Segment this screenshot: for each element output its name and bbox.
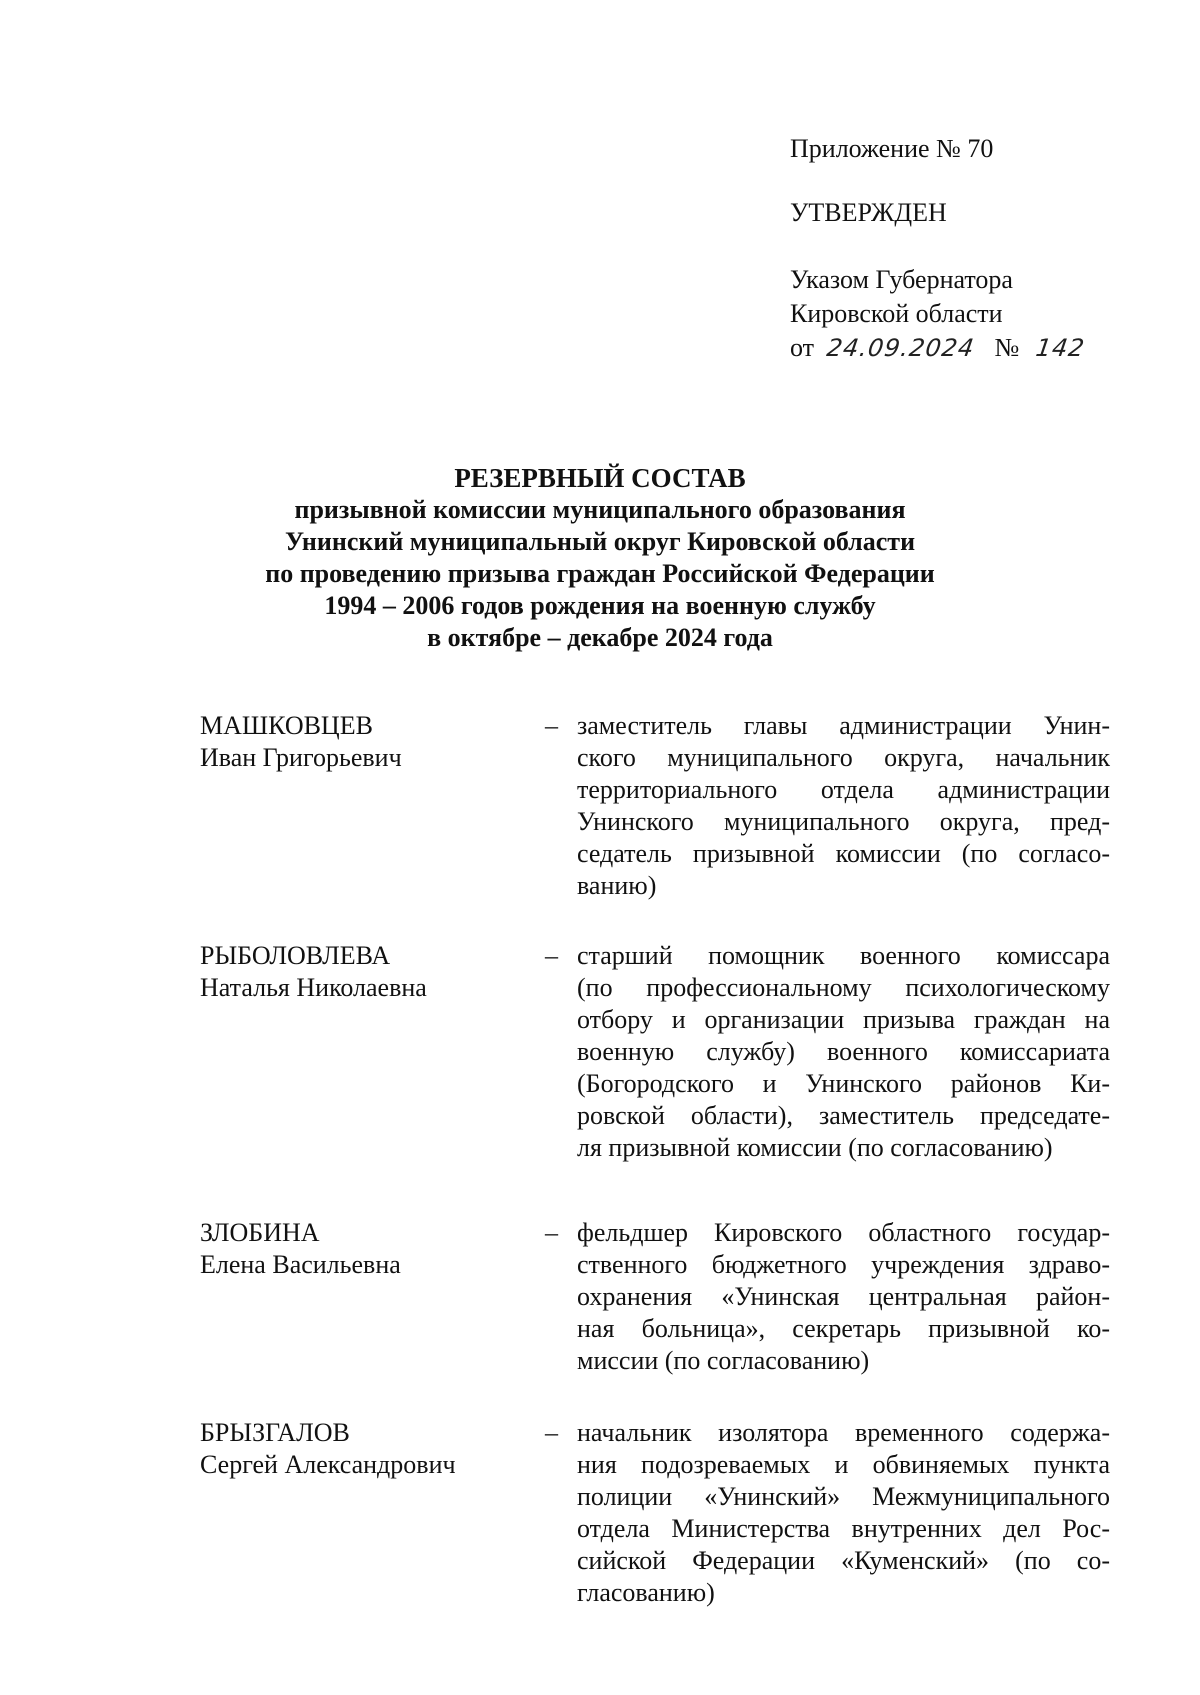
number-label: №: [994, 333, 1020, 362]
title-line-1: призывной комиссии муниципального образования: [294, 495, 906, 524]
member-name: [200, 1217, 545, 1377]
role-line: охранения «Унинская центральная район-: [577, 1282, 1110, 1311]
role-line: заместитель главы администрации Унин-: [577, 711, 1110, 740]
role-line: начальник изолятора временного содержа-: [577, 1418, 1110, 1447]
title-main: РЕЗЕРВНЫЙ СОСТАВ: [454, 463, 746, 493]
member-name: [200, 1417, 545, 1609]
role-line: ванию): [577, 871, 657, 900]
decree-line-2: Кировской области: [790, 299, 1003, 328]
member-role: [577, 940, 1110, 1164]
role-line: отдела Министерства внутренних дел Рос-: [577, 1514, 1110, 1543]
dash-separator: –: [545, 1218, 558, 1247]
role-line: ния подозреваемых и обвиняемых пункта: [577, 1450, 1110, 1479]
role-line: (Богородского и Унинского районов Ки-: [577, 1069, 1110, 1098]
appendix-number: Приложение № 70: [790, 134, 994, 163]
member-role: [577, 1417, 1110, 1609]
dash-separator: –: [545, 1418, 558, 1447]
member-given-names: Сергей Александрович: [200, 1450, 456, 1479]
role-line: ского муниципального округа, начальник: [577, 743, 1110, 772]
decree-reference: [790, 263, 1170, 365]
role-line: гласованию): [577, 1578, 715, 1607]
title-line-2: Унинский муниципальный округ Кировской области: [284, 527, 916, 556]
role-line: полиции «Унинский» Межмуниципального: [577, 1482, 1110, 1511]
role-line: (по профессиональному психологическому: [577, 973, 1110, 1002]
title-line-4: 1994 – 2006 годов рождения на военную службу: [324, 591, 876, 620]
role-line: миссии (по согласованию): [577, 1346, 870, 1375]
member-surname: МАШКОВЦЕВ: [200, 711, 373, 740]
approval-block: [790, 132, 1170, 365]
role-line: седатель призывной комиссии (по согласо-: [577, 839, 1110, 868]
role-line: ственного бюджетного учреждения здраво-: [577, 1250, 1110, 1279]
member-name: [200, 710, 545, 902]
role-line: ля призывной комиссии (по согласованию): [577, 1133, 1053, 1162]
title-line-3: по проведению призыва граждан Российской Федерации: [265, 559, 935, 588]
decree-line-1: Указом Губернатора: [790, 265, 1013, 294]
role-line: старший помощник военного комиссара: [577, 941, 1110, 970]
role-line: сийской Федерации «Куменский» (по со-: [577, 1546, 1110, 1575]
role-line: ровской области), заместитель председате-: [577, 1101, 1110, 1130]
document-title: [180, 462, 1020, 654]
role-line: фельдшер Кировского областного государ-: [577, 1218, 1110, 1247]
dash-separator: –: [545, 711, 558, 740]
member-given-names: Елена Васильевна: [200, 1250, 401, 1279]
role-line: ная больница», секретарь призывной ко-: [577, 1314, 1110, 1343]
decree-date-number: [790, 331, 1170, 365]
member-given-names: Наталья Николаевна: [200, 973, 427, 1002]
member-surname: БРЫЗГАЛОВ: [200, 1418, 350, 1447]
handwritten-date: 24.09.2024: [824, 334, 976, 362]
role-line: военную службу) военного комиссариата: [577, 1037, 1110, 1066]
member-given-names: Иван Григорьевич: [200, 743, 402, 772]
title-line-5: в октябре – декабре 2024 года: [427, 623, 773, 652]
from-label: от: [790, 333, 815, 362]
role-line: территориального отдела администрации: [577, 775, 1110, 804]
member-role: [577, 710, 1110, 902]
member-surname: ЗЛОБИНА: [200, 1218, 320, 1247]
member-entry: [200, 1217, 1110, 1377]
member-entry: [200, 710, 1110, 902]
dash-separator: –: [545, 941, 558, 970]
role-line: Унинского муниципального округа, пред-: [577, 807, 1110, 836]
member-name: [200, 940, 545, 1164]
member-surname: РЫБОЛОВЛЕВА: [200, 941, 391, 970]
member-entry: [200, 1417, 1110, 1609]
role-line: отбору и организации призыва граждан на: [577, 1005, 1110, 1034]
member-role: [577, 1217, 1110, 1377]
member-entry: [200, 940, 1110, 1164]
approved-label: УТВЕРЖДЕН: [790, 198, 947, 227]
handwritten-number: 142: [1033, 334, 1087, 362]
